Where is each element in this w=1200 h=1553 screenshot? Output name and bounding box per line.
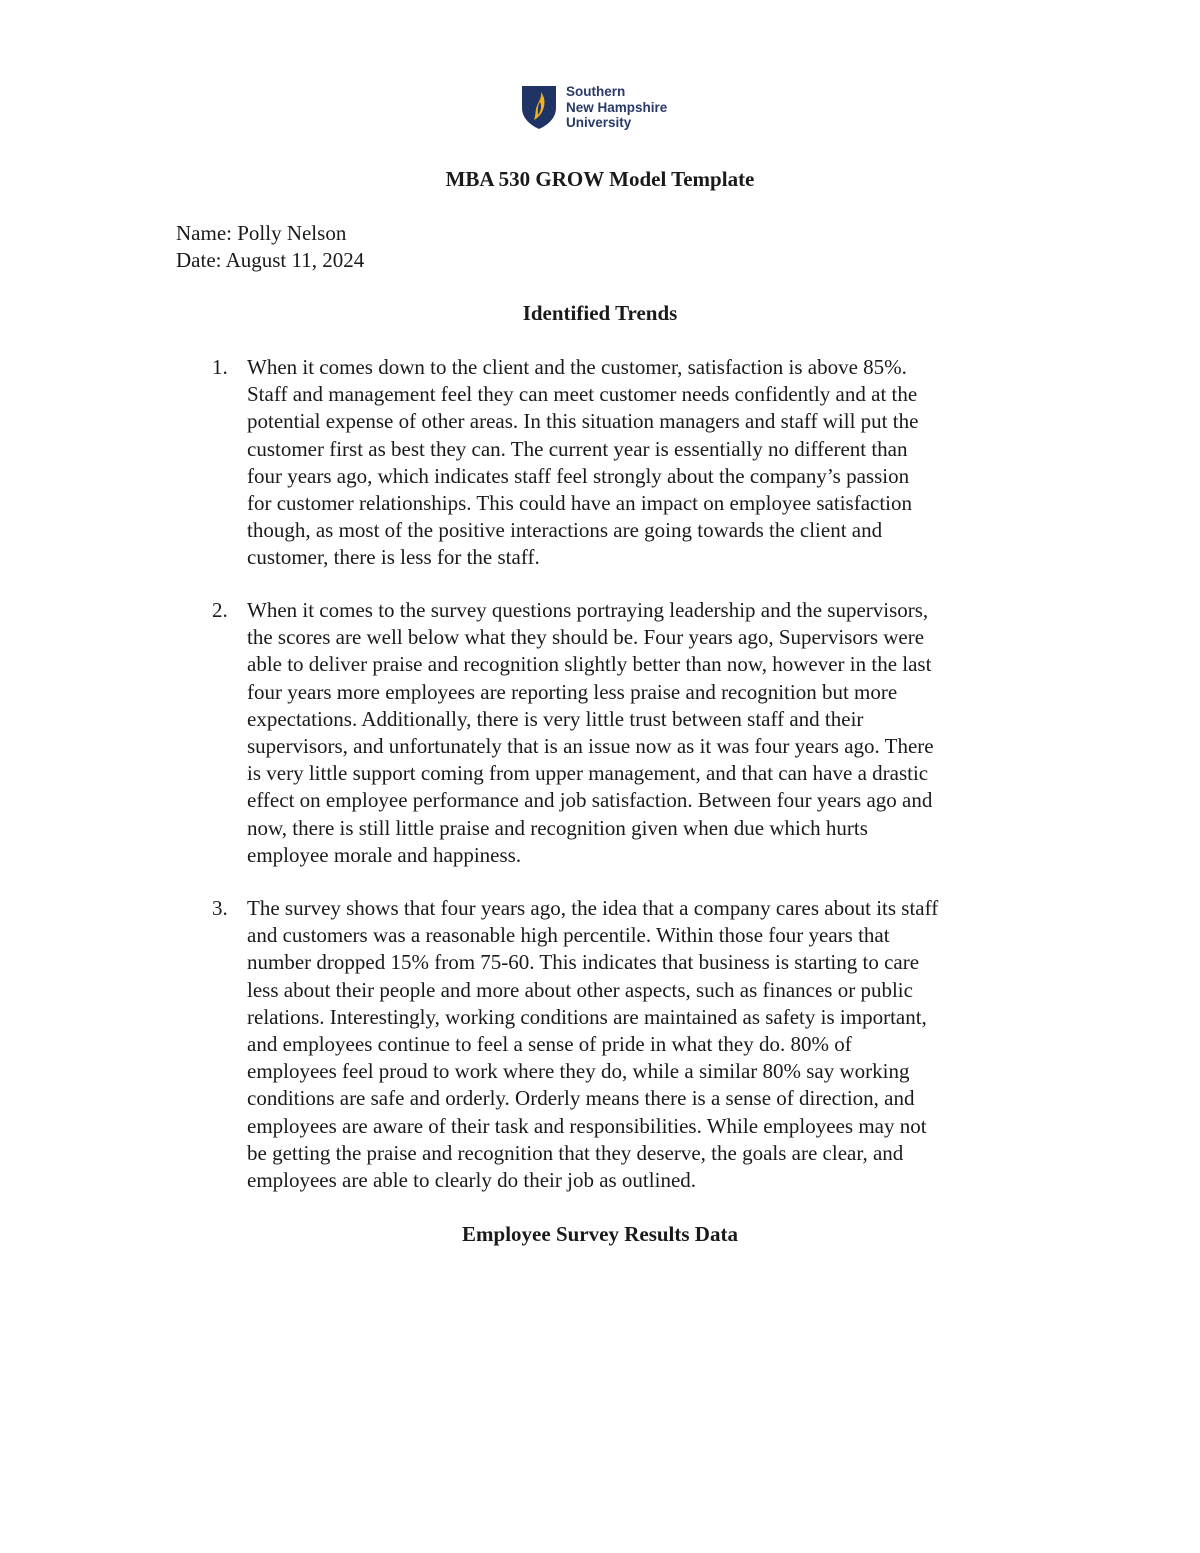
paragraph-line: be getting the praise and recognition that they deserve, the goals are clear, and — [247, 1140, 904, 1165]
list-number: 2. — [212, 598, 228, 622]
paragraph-line: customer first as best they can. The current year is essentially no different than — [247, 436, 908, 461]
paragraph-line: expectations. Additionally, there is very little trust between staff and their — [247, 706, 864, 731]
list-number: 3. — [212, 896, 228, 920]
paragraph-line: employees feel proud to work where they do, while a similar 80% say working — [247, 1059, 910, 1084]
trend-paragraph — [247, 597, 1047, 869]
paragraph-line: four years more employees are reporting less praise and recognition but more — [247, 679, 898, 704]
paragraph-line: though, as most of the positive interactions are going towards the client and — [247, 518, 883, 543]
paragraph-line: and employees continue to feel a sense of pride in what they do. 80% of — [247, 1032, 852, 1057]
paragraph-line: supervisors, and unfortunately that is an issue now as it was four years ago. There — [247, 734, 934, 759]
survey-results-heading: Employee Survey Results Data — [462, 1222, 738, 1246]
paragraph-line: When it comes to the survey questions portraying leadership and the supervisors, — [247, 598, 929, 622]
trend-paragraph — [247, 895, 1047, 1194]
paragraph-line: and customers was a reasonable high percentile. Within those four years that — [247, 923, 890, 948]
paragraph-line: The survey shows that four years ago, the idea that a company cares about its staff — [247, 896, 939, 920]
paragraph-line: number dropped 15% from 75-60. This indicates that business is starting to care — [247, 950, 920, 975]
name-line: Name: Polly Nelson — [176, 221, 347, 245]
paragraph-line: potential expense of other areas. In this situation managers and staff will put the — [247, 409, 919, 434]
date-line: Date: August 11, 2024 — [176, 248, 365, 272]
paragraph-line: for customer relationships. This could have an impact on employee satisfaction — [247, 491, 913, 516]
paragraph-line: able to deliver praise and recognition slightly better than now, however in the last — [247, 652, 932, 677]
identified-trends-heading: Identified Trends — [522, 301, 678, 325]
paragraph-line: employees are aware of their task and responsibilities. While employees may not — [247, 1113, 927, 1138]
list-number: 1. — [212, 355, 228, 379]
paragraph-line: less about their people and more about other aspects, such as finances or public — [247, 977, 913, 1002]
paragraph-line: effect on employee performance and job satisfaction. Between four years ago and — [247, 788, 933, 813]
paragraph-line: is very little support coming from upper management, and that can have a drastic — [247, 761, 929, 786]
trend-paragraph — [247, 354, 1047, 572]
shield-flame-icon — [521, 84, 557, 130]
paragraph-line: When it comes down to the client and the customer, satisfaction is above 85%. — [247, 355, 907, 379]
document-title: MBA 530 GROW Model Template — [445, 167, 755, 191]
university-logo — [521, 84, 667, 131]
paragraph-line: customer, there is less for the staff. — [247, 545, 540, 570]
paragraph-line: conditions are safe and orderly. Orderly means there is a sense of direction, and — [247, 1086, 915, 1111]
paragraph-line: employee morale and happiness. — [247, 842, 522, 867]
logo-wordmark — [566, 84, 667, 131]
paragraph-line: relations. Interestingly, working conditions are maintained as safety is important, — [247, 1004, 927, 1029]
paragraph-line: employees are able to clearly do their job as outlined. — [247, 1168, 697, 1193]
logo-line-1: Southern — [566, 84, 626, 99]
paragraph-line: Staff and management feel they can meet customer needs confidently and at the — [247, 382, 918, 407]
logo-line-3: University — [566, 115, 632, 130]
paragraph-line: now, there is still little praise and recognition given when due which hurts — [247, 815, 868, 840]
logo-line-2: New Hampshire — [566, 99, 668, 115]
paragraph-line: the scores are well below what they should be. Four years ago, Supervisors were — [247, 625, 925, 650]
paragraph-line: four years ago, which indicates staff feel strongly about the company’s passion — [247, 463, 910, 488]
